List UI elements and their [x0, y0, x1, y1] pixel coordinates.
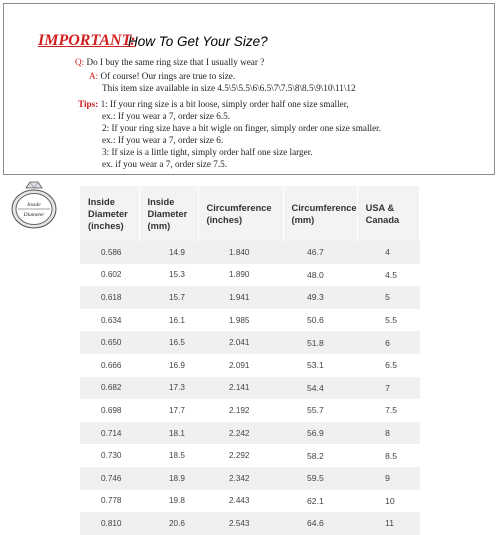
table-cell: 10: [357, 490, 419, 513]
table-row: [80, 422, 420, 445]
table-cell: 16.1: [139, 309, 198, 332]
table-cell: 6.5: [357, 354, 419, 377]
table-cell: 0.586: [80, 241, 139, 264]
header-line: (inches): [88, 220, 124, 231]
header-line: Diameter: [88, 208, 128, 219]
table-cell: 17.3: [139, 377, 198, 400]
table-cell: 18.1: [139, 422, 198, 445]
ring-diameter-icon: [6, 178, 64, 230]
table-row: [80, 490, 420, 513]
table-row: [80, 264, 420, 287]
table-cell: 8.5: [357, 444, 419, 467]
table-cell: 55.7: [283, 399, 357, 422]
header-line: Inside: [88, 196, 115, 207]
table-cell: 2.443: [198, 490, 283, 513]
header-line: Circumference: [206, 202, 272, 213]
table-cell: 46.7: [283, 241, 357, 264]
table-header-row: [80, 186, 420, 241]
table-cell: 11: [357, 512, 419, 535]
header-line: (mm): [147, 220, 171, 231]
page-title: How To Get Your Size?: [128, 34, 268, 49]
table-row: [80, 467, 420, 490]
answer-line-1: [89, 71, 235, 81]
header-inside-diameter-mm: [139, 186, 198, 241]
table-cell: 15.3: [139, 264, 198, 287]
table-cell: 7: [357, 377, 419, 400]
tip-text-3: 2: If your ring size have a bit wigle on finger, simply order one size smaller.: [102, 123, 382, 133]
table-cell: 0.618: [80, 286, 139, 309]
header-usa-canada: [357, 186, 419, 241]
header-line: Diameter: [147, 208, 188, 219]
question-text: Do I buy the same ring size that I usually wear ?: [86, 57, 265, 67]
table-row: [80, 399, 420, 422]
table-cell: 62.1: [283, 490, 357, 513]
table-cell: 8: [357, 422, 419, 445]
table-cell: 16.9: [139, 354, 198, 377]
table-body: [80, 241, 420, 535]
table-cell: 58.2: [283, 444, 357, 467]
size-table: [80, 186, 420, 535]
table-cell: 17.7: [139, 399, 198, 422]
question-tag: Q:: [75, 57, 85, 67]
table-cell: 19.8: [139, 490, 198, 513]
ring-label-2: Diameter: [23, 212, 45, 218]
table-cell: 2.041: [198, 331, 283, 354]
table-cell: 2.192: [198, 399, 283, 422]
table-cell: 0.682: [80, 377, 139, 400]
tips-tag: Tips:: [78, 99, 99, 109]
table-cell: 0.778: [80, 490, 139, 513]
table-cell: 0.666: [80, 354, 139, 377]
table-cell: 6: [357, 331, 419, 354]
table-cell: 2.242: [198, 422, 283, 445]
answer-tag: A:: [89, 71, 99, 81]
table-cell: 48.0: [283, 264, 357, 287]
table-cell: 0.746: [80, 467, 139, 490]
table-cell: 5.5: [357, 309, 419, 332]
important-label: IMPORTANT:: [38, 32, 136, 49]
table-row: [80, 331, 420, 354]
table-cell: 0.714: [80, 422, 139, 445]
table-cell: 2.543: [198, 512, 283, 535]
table-row: [80, 354, 420, 377]
header-line: Inside: [147, 196, 175, 207]
table-cell: 4.5: [357, 264, 419, 287]
table-cell: 50.6: [283, 309, 357, 332]
table-cell: 64.6: [283, 512, 357, 535]
table-row: [80, 309, 420, 332]
table-cell: 49.3: [283, 286, 357, 309]
table-cell: 0.602: [80, 264, 139, 287]
table-cell: 1.890: [198, 264, 283, 287]
header-line: (inches): [206, 214, 243, 225]
table-row: [80, 286, 420, 309]
header-circumference-mm: [283, 186, 357, 241]
header-line: (mm): [291, 214, 315, 225]
tip-text-5: 3: If size is a little tight, simply order half one size larger.: [102, 147, 313, 157]
answer-text-1: Of course! Our rings are true to size.: [100, 71, 236, 81]
table-cell: 0.730: [80, 444, 139, 467]
table-cell: 9: [357, 467, 419, 490]
tip-text-6: ex. if you wear a 7, order size 7.5.: [102, 159, 228, 169]
ring-label-1: Inside: [27, 202, 41, 208]
header-line: Circumference: [291, 202, 357, 213]
table-cell: 5: [357, 286, 419, 309]
table-row: [80, 444, 420, 467]
table-cell: 51.8: [283, 331, 357, 354]
table-cell: 1.941: [198, 286, 283, 309]
table-cell: 7.5: [357, 399, 419, 422]
header-circumference-inches: [198, 186, 283, 241]
tip-text-1: 1: If your ring size is a bit loose, simply order half one size smaller,: [100, 99, 349, 109]
table-cell: 1.985: [198, 309, 283, 332]
table-cell: 4: [357, 241, 419, 264]
table-cell: 2.141: [198, 377, 283, 400]
table-cell: 16.5: [139, 331, 198, 354]
table-cell: 0.698: [80, 399, 139, 422]
table-cell: 1.840: [198, 241, 283, 264]
header-inside-diameter-inches: [80, 186, 139, 241]
tips-line-1: [78, 99, 349, 109]
table-cell: 20.6: [139, 512, 198, 535]
table-cell: 2.091: [198, 354, 283, 377]
table-cell: 0.810: [80, 512, 139, 535]
table-cell: 54.4: [283, 377, 357, 400]
table-cell: 2.292: [198, 444, 283, 467]
table-cell: 2.342: [198, 467, 283, 490]
answer-text-2: This item size available in size 4.5\5\5.5\6\6.5\7\7.5\8\8.5\9\10\11\12: [102, 83, 356, 93]
table-cell: 14.9: [139, 241, 198, 264]
tip-text-4: ex.: If you wear a 7, order size 6.: [102, 135, 224, 145]
table-cell: 18.9: [139, 467, 198, 490]
tip-text-2: ex.: If you wear a 7, order size 6.5.: [102, 111, 231, 121]
table-cell: 15.7: [139, 286, 198, 309]
table-row: [80, 512, 420, 535]
table-cell: 56.9: [283, 422, 357, 445]
table-cell: 0.634: [80, 309, 139, 332]
table-cell: 18.5: [139, 444, 198, 467]
table-cell: 53.1: [283, 354, 357, 377]
table-row: [80, 377, 420, 400]
table-cell: 59.5: [283, 467, 357, 490]
table-row: [80, 241, 420, 264]
question-line: [75, 57, 264, 67]
table-cell: 0.650: [80, 331, 139, 354]
header-line: USA & Canada: [365, 202, 400, 225]
